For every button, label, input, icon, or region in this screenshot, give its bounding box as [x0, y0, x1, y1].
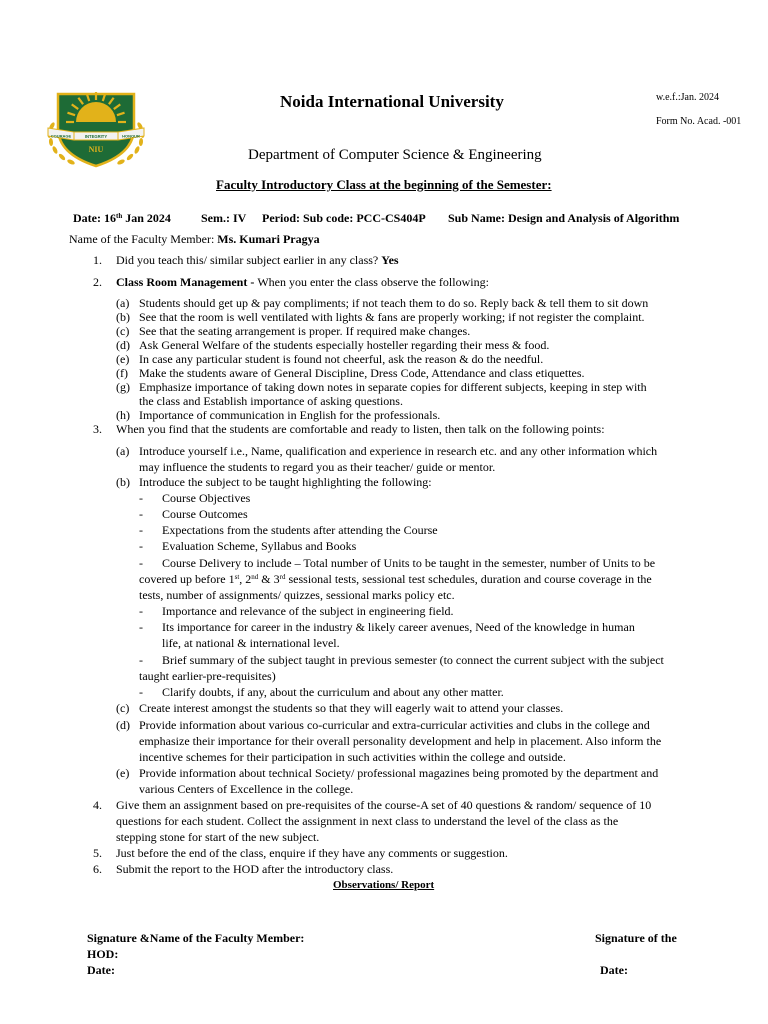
- class-date-sup: th: [115, 212, 123, 220]
- q4-line1: Give them an assignment based on pre-requisites of the course-A set of 40 questions & random/ sequence of 10: [116, 798, 652, 812]
- wef-date: w.e.f.:Jan. 2024: [656, 92, 719, 103]
- q2-item-c-label: (c): [116, 324, 130, 338]
- hod-signature-label: Signature of the: [595, 931, 677, 945]
- delivery-line2-a: covered up before 1: [139, 572, 235, 586]
- logo-ribbon-right: HONOUR: [122, 133, 140, 139]
- delivery-line2-d: sessional tests, sessional test schedules, duration and course coverage in the: [285, 572, 652, 586]
- q2-item-d: Ask General Welfare of the students especially hosteller regarding their mess & food.: [139, 338, 550, 352]
- q2-item-b: See that the room is well ventilated with lights & fans are properly working; if not register the complaint.: [139, 310, 645, 324]
- faculty-line: [69, 232, 320, 247]
- q3-a-line1: Introduce yourself i.e., Name, qualification and experience in research etc. and any other information which: [139, 444, 658, 458]
- q2-number: 2.: [93, 275, 102, 289]
- faculty-label: Name of the Faculty Member:: [69, 232, 218, 246]
- bullet-dash: -: [139, 507, 143, 521]
- class-date-rest: Jan 2024: [122, 211, 171, 225]
- q4-line2: questions for each student. Collect the assignment in next class to understand the level of the class as the: [116, 814, 619, 828]
- semester: Sem.: IV: [201, 211, 247, 225]
- q3-e-line2: various Centers of Excellence in the college.: [139, 782, 354, 796]
- bullet-dash: -: [139, 685, 143, 699]
- bullet-dash: -: [139, 604, 143, 618]
- q3-a-line2: may influence the students to regard you as their teacher/ guide or mentor.: [139, 460, 496, 474]
- subject-name: Sub Name: Design and Analysis of Algorithm: [448, 211, 680, 225]
- q3-a-label: (a): [116, 444, 130, 458]
- logo-ribbon-left: COURAGE: [50, 133, 72, 139]
- bullet-delivery-line1: Course Delivery to include – Total number of Units to be taught in the semester, number of Units to be: [162, 556, 656, 570]
- q2-item-e-label: (e): [116, 352, 130, 366]
- bullet-relevance: Importance and relevance of the subject in engineering field.: [162, 604, 454, 618]
- bullet-course-objectives: Course Objectives: [162, 491, 251, 505]
- q2-item-f-label: (f): [116, 366, 128, 380]
- q1-number: 1.: [93, 253, 102, 267]
- form-number: Form No. Acad. -001: [656, 116, 742, 127]
- bullet-expectations: Expectations from the students after attending the Course: [162, 523, 438, 537]
- bullet-career-line1: Its importance for career in the industry & likely career avenues, Need of the knowledge in human: [162, 620, 635, 634]
- q2-item-a-label: (a): [116, 296, 130, 310]
- hod-label: HOD:: [87, 947, 119, 961]
- class-date-label: Date: 16: [73, 211, 116, 225]
- q3-d-line2: emphasize their importance for their overall personality development and help in placement. Also inform the: [139, 734, 662, 748]
- logo-initials: NIU: [88, 145, 104, 154]
- hod-date-label: Date:: [600, 963, 628, 977]
- q3-b-label: (b): [116, 475, 130, 489]
- q2-item-c: See that the seating arrangement is proper. If required make changes.: [139, 324, 471, 338]
- q4-line3: stepping stone for start of the new subject.: [116, 830, 320, 844]
- faculty-signature-label: Signature &Name of the Faculty Member:: [87, 931, 305, 945]
- faculty-name: Ms. Kumari Pragya: [217, 232, 320, 246]
- faculty-date-label: Date:: [87, 963, 115, 977]
- period-subcode: Period: Sub code: PCC-CS404P: [262, 211, 426, 225]
- q3-b-text: Introduce the subject to be taught highlighting the following:: [139, 475, 432, 489]
- delivery-line2-c: & 3: [258, 572, 280, 586]
- q5-number: 5.: [93, 846, 102, 860]
- q1-answer: Yes: [381, 253, 399, 267]
- q2-item-h-label: (h): [116, 408, 130, 422]
- bullet-career-line2: life, at national & international level.: [162, 636, 340, 650]
- delivery-sup3: rd: [279, 573, 286, 581]
- bullet-delivery-line3: tests, number of assignments/ quizzes, sessional marks policy etc.: [139, 588, 455, 602]
- bullet-brief-line1: Brief summary of the subject taught in previous semester (to connect the current subject with the subject: [162, 653, 664, 667]
- q5-text: Just before the end of the class, enquire if they have any comments or suggestion.: [116, 846, 508, 860]
- bullet-clarify: Clarify doubts, if any, about the curriculum and about any other matter.: [162, 685, 504, 699]
- q1-question: Did you teach this/ similar subject earlier in any class?: [116, 253, 382, 267]
- bullet-evaluation: Evaluation Scheme, Syllabus and Books: [162, 539, 357, 553]
- q2-bold: Class Room Management -: [116, 275, 258, 289]
- q2-item-f: Make the students aware of General Discipline, Dress Code, Attendance and class etiquettes.: [139, 366, 585, 380]
- q2-item-g-line1: Emphasize importance of taking down notes in separate copies for different subjects, keeping in step with: [139, 380, 647, 394]
- q3-c-text: Create interest amongst the students so that they will eagerly wait to attend your classes.: [139, 701, 564, 715]
- university-logo: [44, 88, 148, 168]
- bullet-dash: -: [139, 620, 143, 634]
- delivery-line2-b: , 2: [239, 572, 252, 586]
- bullet-dash: -: [139, 556, 143, 570]
- q2-item-g-label: (g): [116, 380, 130, 394]
- q2-item-e: In case any particular student is found not cheerful, ask the reason & do the needful.: [139, 352, 544, 366]
- q3-d-line3: incentive schemes for their participation in such activities within the college and outside.: [139, 750, 566, 764]
- logo-ribbon-mid: INTEGRITY: [84, 134, 108, 139]
- q3-c-label: (c): [116, 701, 130, 715]
- bullet-dash: -: [139, 653, 143, 667]
- q3-text: When you find that the students are comfortable and ready to listen, then talk on the following points:: [116, 422, 605, 436]
- bullet-delivery-line2: [139, 572, 652, 587]
- bullet-dash: -: [139, 539, 143, 553]
- department-name: Department of Computer Science & Engineering: [248, 147, 542, 163]
- q3-e-label: (e): [116, 766, 130, 780]
- class-date: [73, 211, 171, 226]
- q4-number: 4.: [93, 798, 102, 812]
- q2-heading: [116, 275, 489, 290]
- q3-e-line1: Provide information about technical Society/ professional magazines being promoted by the department and: [139, 766, 659, 780]
- q2-item-a: Students should get up & pay compliments; if not teach them to do so. Reply back & tell them to sit down: [139, 296, 649, 310]
- bullet-course-outcomes: Course Outcomes: [162, 507, 248, 521]
- bullet-dash: -: [139, 491, 143, 505]
- delivery-sup1: st: [234, 573, 240, 581]
- q2-text: When you enter the class observe the following:: [257, 275, 489, 289]
- form-title: Faculty Introductory Class at the beginning of the Semester:: [216, 177, 552, 192]
- q2-item-b-label: (b): [116, 310, 130, 324]
- q3-d-label: (d): [116, 718, 130, 732]
- q2-item-d-label: (d): [116, 338, 130, 352]
- observations-heading: Observations/ Report: [333, 879, 435, 891]
- university-name: Noida International University: [280, 92, 504, 111]
- bullet-dash: -: [139, 523, 143, 537]
- delivery-sup2: nd: [251, 573, 259, 581]
- q1-text: [116, 253, 399, 268]
- q6-text: Submit the report to the HOD after the introductory class.: [116, 862, 394, 876]
- q3-number: 3.: [93, 422, 102, 436]
- q6-number: 6.: [93, 862, 102, 876]
- q2-item-h: Importance of communication in English for the professionals.: [139, 408, 441, 422]
- bullet-brief-line2: taught earlier-pre-requisites): [139, 669, 276, 683]
- q3-d-line1: Provide information about various co-curricular and extra-curricular activities and clubs in the college and: [139, 718, 650, 732]
- q2-item-g-line2: the class and Establish importance of asking questions.: [139, 394, 403, 408]
